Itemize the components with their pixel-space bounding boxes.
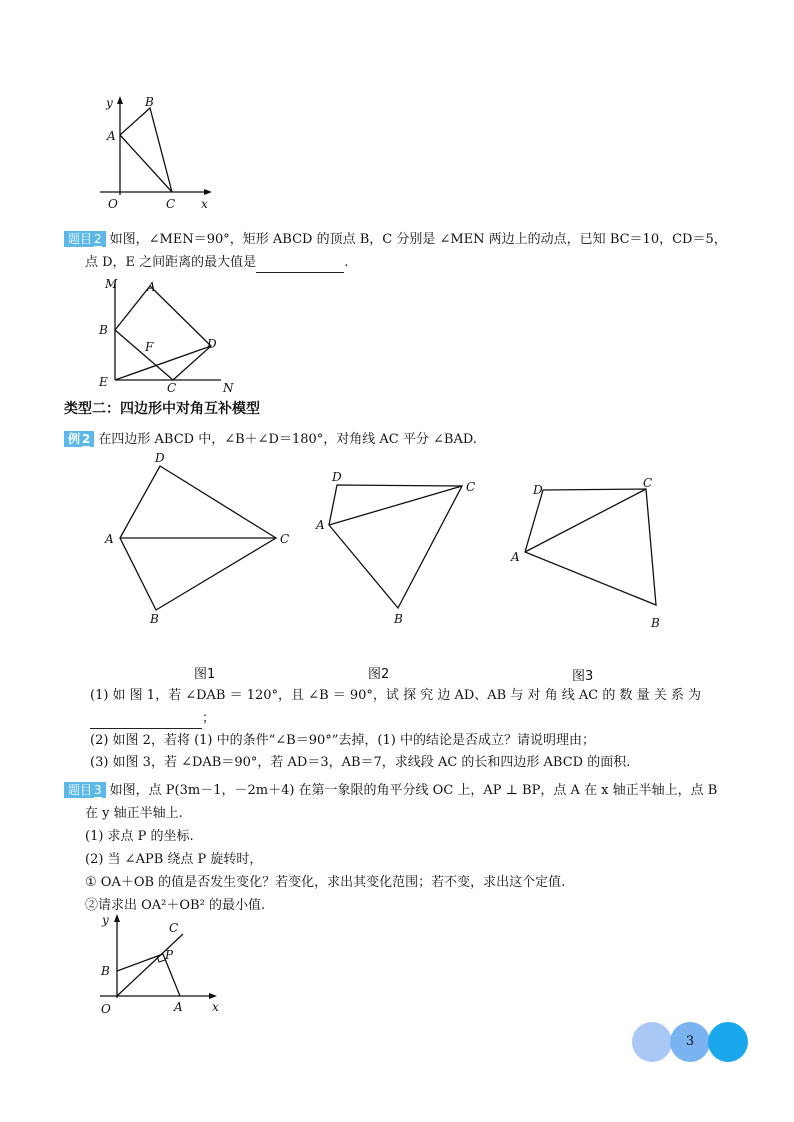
figure-1	[100, 450, 300, 630]
problem-3-line-6: ②请求出 OA²＋OB² 的最小值.	[85, 898, 266, 913]
label-B: B	[150, 612, 159, 626]
label-D: D	[207, 337, 217, 351]
example-2-statement: 例 2 在四边形 ABCD 中，∠B＋∠D＝180°，对角线 AC 平分 ∠BAD.	[64, 430, 477, 450]
figure-3-caption: 图3	[572, 669, 594, 684]
badge-circle-left	[632, 1022, 672, 1062]
figure-angle-bisector	[95, 908, 235, 1018]
label-P: P	[165, 948, 174, 962]
label-D: D	[533, 483, 543, 497]
question-1-line-2: ；	[90, 709, 215, 729]
figure-1-caption: 图1	[194, 667, 216, 682]
problem-3-line-2: 在 y 轴正半轴上.	[85, 806, 183, 821]
label-B: B	[99, 323, 108, 337]
answer-blank[interactable]	[256, 258, 344, 273]
label-C: C	[167, 381, 177, 395]
label-A: A	[105, 532, 114, 546]
label-B: B	[145, 95, 154, 109]
example-2-tag: 例 2	[64, 431, 94, 447]
figure-2-caption: 图2	[368, 667, 390, 682]
problem-2-tag: 题目 2	[64, 231, 106, 247]
label-y: y	[106, 96, 113, 110]
label-B: B	[651, 616, 660, 630]
answer-blank[interactable]	[90, 714, 202, 729]
label-D: D	[155, 451, 165, 465]
label-C: C	[280, 532, 290, 546]
label-B: B	[101, 964, 110, 978]
page-number: 3	[685, 1034, 695, 1049]
label-C: C	[643, 476, 653, 490]
problem-2-line-1: 题目 2 如图，∠MEN＝90°，矩形 ABCD 的顶点 B，C 分别是 ∠MEN 两边上的动点，已知 BC＝10，CD＝5，	[64, 230, 727, 250]
label-O: O	[101, 1002, 111, 1016]
label-D: D	[332, 470, 342, 484]
label-F: F	[145, 340, 154, 354]
label-x: x	[212, 1000, 219, 1014]
label-B: B	[394, 612, 403, 626]
figure-2	[312, 465, 482, 630]
problem-3-tag: 题目 3	[64, 782, 106, 798]
label-y: y	[102, 913, 109, 927]
label-A: A	[316, 518, 325, 532]
label-x: x	[201, 197, 208, 211]
section-heading: 类型二：四边形中对角互补模型	[64, 401, 260, 417]
label-E: E	[99, 375, 108, 389]
label-A: A	[107, 129, 116, 143]
figure-rectangle	[95, 276, 245, 396]
problem-3-line-1: 题目 3 如图，点 P(3m－1，－2m＋4) 在第一象限的角平分线 OC 上，AP ⊥ BP，点 A 在 x 轴正半轴上，点 B	[64, 781, 717, 801]
question-1-line-1: (1) 如 图 1，若 ∠DAB ＝ 120°，且 ∠B ＝ 90°，试 探 究 边 AD、AB 与 对 角 线 AC 的 数 量 关 系 为	[90, 688, 702, 703]
label-N: N	[223, 381, 234, 395]
problem-3-line-4: (2) 当 ∠APB 绕点 P 旋转时，	[85, 852, 263, 867]
badge-circle-right	[708, 1022, 748, 1062]
label-A: A	[174, 1000, 183, 1014]
problem-3-line-5: ① OA＋OB 的值是否发生变化？若变化，求出其变化范围；若不变，求出这个定值.	[85, 875, 566, 890]
label-A: A	[511, 550, 520, 564]
problem-3-line-3: (1) 求点 P 的坐标.	[85, 829, 194, 844]
label-O: O	[108, 197, 118, 211]
figure-3	[505, 475, 685, 635]
page-number-badge	[632, 1022, 747, 1062]
question-3: (3) 如图 3，若 ∠DAB＝90°，若 AD＝3，AB＝7，求线段 AC 的长和四边形 ABCD 的面积.	[90, 755, 631, 770]
label-C: C	[466, 480, 476, 494]
problem-2-line-2: 点 D，E 之间距离的最大值是 .	[85, 253, 348, 273]
figure-axes-triangle	[90, 90, 220, 215]
label-C: C	[169, 921, 179, 935]
label-M: M	[105, 277, 118, 291]
label-A: A	[147, 280, 156, 294]
question-2: (2) 如图 2，若将 (1) 中的条件“∠B＝90°”去掉，(1) 中的结论是否成立？请说明理由；	[90, 733, 595, 748]
label-C: C	[166, 197, 176, 211]
